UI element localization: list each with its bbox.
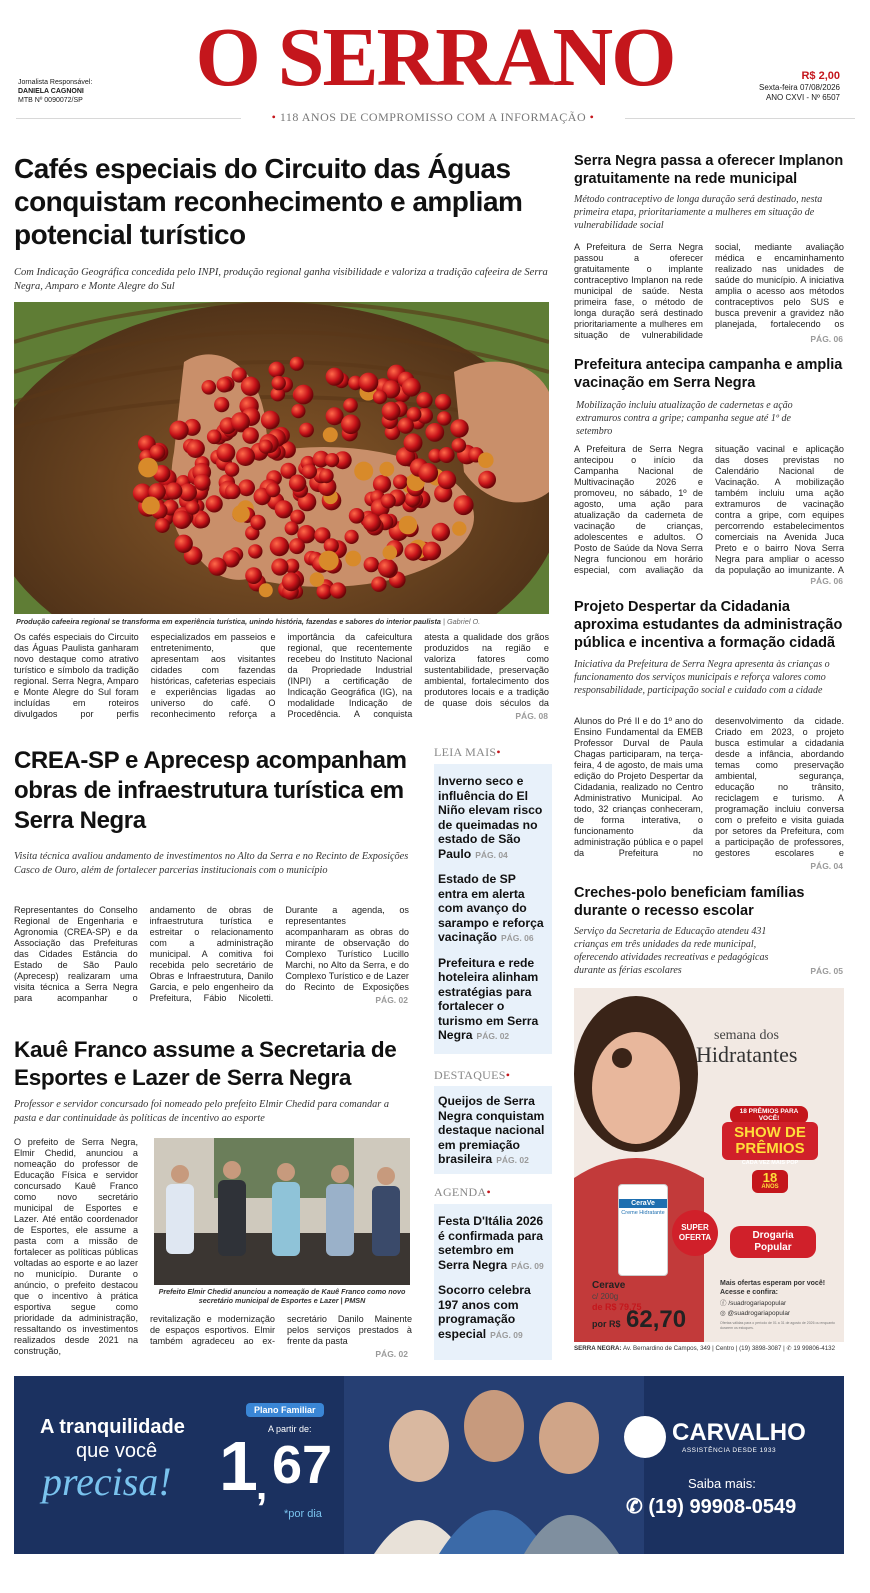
drogaria-logo: Drogaria Popular <box>730 1226 816 1258</box>
coffee-cherry <box>248 544 262 558</box>
sidebar-item-leia_mais-2[interactable] <box>434 956 552 1044</box>
kaue-headline[interactable]: Kauê Franco assume a Secretaria de Esportes e Lazer de Serra Negra <box>14 1037 397 1090</box>
coffee-cherry <box>290 357 304 371</box>
coffee-cherry <box>437 411 451 425</box>
crea-page-ref[interactable]: PÁG. 02 <box>375 995 408 1005</box>
drogaria-ad[interactable] <box>574 988 844 1342</box>
officials-group-illustration <box>154 1138 410 1285</box>
despertar-subtitle: Iniciativa da Prefeitura de Serra Negra apresenta às crianças o funcionamento dos serviços municipais e reforça valores como responsabilidade, participação social e cuidado com a cidade <box>574 659 830 696</box>
implanon-subtitle: Método contraceptivo de longa duração será destinado, nesta primeira etapa, prioritariamente a mulheres em situação de vulnerabilidade social <box>574 194 823 231</box>
coffee-cherry <box>438 471 457 490</box>
coffee-cherry <box>285 521 299 535</box>
coffee-cherry <box>345 530 359 544</box>
coffee-cherry <box>236 447 255 466</box>
kaue-photo-caption: Prefeito Elmir Chedid anunciou a nomeação de Kauê Franco como novo secretário municipal de Esportes e Lazer | PMSN <box>158 1287 406 1305</box>
coffee-cherry <box>259 440 273 454</box>
crea-subtitle: Visita técnica avaliou andamento de investimentos no Alto da Serra e no Recinto de Exposições Casco de Ouro, além de fortalecer parcerias institucionais com o município <box>14 851 409 876</box>
carvalho-brand-sub: ASSISTÊNCIA DESDE 1933 <box>682 1447 777 1454</box>
coffee-cherry <box>364 557 379 572</box>
plan-badge: Plano Familiar <box>246 1403 324 1417</box>
coffee-cherry <box>349 508 365 524</box>
coffee-cherry <box>270 537 289 556</box>
carvalho-ad[interactable] <box>14 1376 844 1554</box>
carvalho-phone[interactable]: ✆ (19) 99908-0549 <box>626 1496 797 1518</box>
newspaper-logo: O SERRANO <box>195 11 675 104</box>
coffee-cherry <box>206 495 223 512</box>
coffee-cherry <box>454 495 474 515</box>
coffee-cherry <box>225 462 240 477</box>
kaue-body-continued: revitalização e modernização de espaços esportivos. Elmir também agradeceu ao ex-secretário Danilo Mainente pelos serviços prestados à frente da pasta <box>150 1314 412 1346</box>
vacina-subtitle: Mobilização incluiu atualização de cadernetas e ação extramuros contra a gripe; campanha segue até 1º de setembro <box>576 400 793 437</box>
coffee-cherry <box>363 514 381 532</box>
coffee-cherry <box>425 423 444 442</box>
coffee-cherry <box>416 392 432 408</box>
coffee-cherry <box>208 557 226 575</box>
agenda-box <box>434 1204 552 1360</box>
coffee-cherry <box>242 427 259 444</box>
coffee-cherry <box>138 458 158 478</box>
coffee-cherry <box>142 497 160 515</box>
coffee-cherry <box>478 471 496 489</box>
coffee-cherry <box>169 421 188 440</box>
coffee-cherry <box>345 551 361 567</box>
coffee-cherry <box>404 543 422 561</box>
tagline: • 118 ANOS DE COMPROMISSO COM A INFORMAÇÃO • <box>271 110 595 124</box>
coffee-cherry <box>383 545 398 560</box>
per-day: *por dia <box>284 1508 322 1520</box>
coffee-cherry <box>371 577 386 592</box>
coffee-cherry <box>432 523 450 541</box>
facebook-link[interactable]: ⓕ /suadrogariapopular <box>720 1300 787 1307</box>
coffee-cherry <box>343 398 358 413</box>
coffee-cherry <box>175 535 193 553</box>
vacina-body: A Prefeitura de Serra Negra antecipou o início da Campanha Nacional de Multivacinação 2026 e promoveu, no sábado, 1º de agosto, uma ação para atualização da caderneta de vacinação de crianças, adolescentes e adultos. O Posto de Saúde da Nova Serra Negra funcionou em horário especial, com avaliação da situação vacinal e aplicação das doses previstas no Calendário Nacional de Vacinação. A mobilização também incluiu uma ação extramuros de vacinação contra a gripe, com equipes percorrendo estabelecimentos comerciais na Avenida Juca Preto e o bairro Nova Serra Negra para ampliar o acesso da população ao imunizante. A <box>574 444 844 575</box>
coffee-cherry <box>359 373 379 393</box>
lead-headline[interactable]: Cafés especiais do Circuito das Águas conquistam reconhecimento e ampliam potencial turístico <box>14 153 523 250</box>
carvalho-brand: CARVALHO <box>672 1419 806 1446</box>
sidebar-item-page-ref: PÁG. 09 <box>511 1260 544 1271</box>
coffee-cherry <box>452 521 466 535</box>
coffee-cherry <box>238 479 255 496</box>
coffee-cherry <box>289 538 305 554</box>
sidebar-item-leia_mais-0[interactable] <box>434 774 552 862</box>
coffee-cherry <box>250 515 265 530</box>
product-size: c/ 200g <box>592 1292 619 1301</box>
coffee-cherry <box>325 453 339 467</box>
coffee-cherry <box>341 415 361 435</box>
sidebar-item-text: Queijos de Serra Negra conquistam destaque nacional em premiação brasileira <box>438 1094 545 1166</box>
ad-badge-sub: CADA VEZ MAIS POP <box>741 1160 799 1166</box>
lead-photo-coffee <box>14 302 549 614</box>
edition-info <box>759 70 840 103</box>
tagline-rule-left <box>16 118 241 119</box>
coffee-cherry <box>478 452 494 468</box>
whatsapp-icon: ✆ <box>626 1496 649 1518</box>
implanon-headline[interactable]: Serra Negra passa a oferecer Implanon gratuitamente na rede municipal <box>574 153 844 187</box>
price-from: A partir de: <box>268 1424 312 1434</box>
drogaria-address: SERRA NEGRA: Av. Bernardino de Campos, 349 | Centro | (19) 3898-3087 | ✆ 19 99806-4132 <box>574 1345 836 1352</box>
coffee-cherry <box>323 427 338 442</box>
coffee-cherry <box>271 558 288 575</box>
ad-line-1: A tranquilidade <box>40 1416 185 1438</box>
edition-number: ANO CXVI - Nº 6507 <box>765 93 840 102</box>
price-prefix: por R$ <box>592 1319 621 1329</box>
ad-title-big: Hidratantes <box>696 1042 798 1067</box>
destaques-label: DESTAQUES• <box>434 1068 511 1082</box>
despertar-headline[interactable]: Projeto Despertar da Cidadania aproxima estudantes da administração pública e incentiva a formação cidadã <box>574 599 843 651</box>
coffee-cherry <box>186 439 205 458</box>
coffee-cherry <box>150 444 166 460</box>
saiba-mais: Saiba mais: <box>688 1476 756 1491</box>
ad-title-small: semana dos <box>714 1028 779 1043</box>
coffee-cherry <box>404 433 423 452</box>
edition-date: Sexta-feira 07/08/2026 <box>759 83 840 92</box>
sidebar-item-page-ref: PÁG. 06 <box>500 933 534 943</box>
journalist-mtb: MTB Nº 0090072/SP <box>18 97 83 104</box>
kaue-body: O prefeito de Serra Negra, Elmir Chedid, anunciou a nomeação do professor de Educação Física e servidor concursado Kauê Franco como novo secretário municipal de Esportes e Lazer. Até então coordenador de Esportes, ele assume a pasta com a missão de fortalecer as políticas públicas voltadas ao esporte e ao lazer no município. Durante o anúncio, o prefeito destacou que o incentivo à prática esportiva segue como prioridade da administração, ressaltando os investimentos realizados desde 2021 na construção, <box>14 1137 138 1356</box>
coffee-cherry <box>214 397 229 412</box>
sidebar-item-page-ref: PÁG. 02 <box>496 1155 529 1165</box>
price-comma: , <box>256 1464 268 1508</box>
sidebar-item-destaques-0[interactable] <box>434 1094 552 1168</box>
sidebar-item-text: Socorro celebra 197 anos com programação especial <box>438 1283 531 1341</box>
coffee-cherry <box>291 404 305 418</box>
coffee-cherry <box>194 474 211 491</box>
coffee-cherry <box>330 582 346 598</box>
coffee-cherry <box>294 385 314 405</box>
coffee-cherry <box>289 475 306 492</box>
coffee-cherry <box>435 394 451 410</box>
journalist-name: DANIELA CAGNONI <box>18 88 84 95</box>
coffee-cherry <box>399 516 418 535</box>
destaques-box <box>434 1086 552 1174</box>
sale-price: 62,70 <box>626 1306 687 1333</box>
lead-subtitle: Com Indicação Geográfica concedida pelo INPI, produção regional ganha visibilidade e valoriza a tradição cafeeira de Serra Negra, Amparo e Monte Alegre do Sul <box>14 267 548 292</box>
tagline-rule-right <box>625 118 855 119</box>
ad-badge-years: 18 ANOS <box>752 1170 788 1193</box>
coffee-cherry <box>439 447 455 463</box>
lead-photo-caption: Produção cafeeira regional se transforma em experiência turística, unindo história, fazendas e sabores do interior paulista | Gabriel O. <box>16 617 481 626</box>
coffee-cherry <box>217 377 232 392</box>
sidebar-item-page-ref: PÁG. 04 <box>475 849 508 860</box>
sidebar-item-text: Prefeitura e rede hoteleira alinham estratégias para fortalecer o turismo em Serra Negra <box>438 955 539 1042</box>
coffee-cherry <box>173 510 192 529</box>
sidebar-item-text: Inverno seco e influência do El Niño elevam risco de queimadas no estado de São Paulo <box>438 774 543 861</box>
coffee-cherry <box>422 542 441 561</box>
coffee-cherry <box>272 376 286 390</box>
coffee-cherry <box>302 464 317 479</box>
coffee-cherry <box>299 423 314 438</box>
coffee-cherry <box>275 500 293 518</box>
price: R$ 2,00 <box>801 70 840 82</box>
ad-line-3: precisa! <box>42 1459 172 1504</box>
coffee-cherry <box>398 418 414 434</box>
implanon-body: A Prefeitura de Serra Negra passou a oferecer gratuitamente o implante contraceptivo Implanon na rede municipal de saúde. Nesta primeira fase, o método de longa duração será destinado prioritariamente a mulheres em situação de vulnerabilidade social, mediante avaliação médica e encaminhamento realizado nas unidades de saúde do município. A iniciativa amplia o acesso aos métodos contraceptivos pelo SUS e busca prevenir a gravidez não planejada, fortalecendo os <box>574 242 844 340</box>
coffee-cherry <box>393 475 408 490</box>
whatsapp-icon: ✆ <box>786 1345 792 1352</box>
leia-mais-box <box>434 764 552 1054</box>
sidebar-item-page-ref: PÁG. 09 <box>490 1329 523 1340</box>
price-integer: 1 <box>219 1427 258 1505</box>
coffee-cherry <box>232 505 250 523</box>
coffee-cherry <box>217 443 236 462</box>
coffee-cherry <box>319 551 339 571</box>
agenda-label: AGENDA• <box>434 1185 491 1199</box>
instagram-link[interactable]: ◎ @suadrogariapopular <box>720 1310 791 1317</box>
coffee-cherry <box>266 483 281 498</box>
coffee-cherry <box>326 407 344 425</box>
coffee-cherry <box>379 462 394 477</box>
creches-headline[interactable]: Creches-polo beneficiam famílias durante o recesso escolar <box>574 885 805 919</box>
creches-page-ref[interactable]: PÁG. 05 <box>810 966 843 976</box>
despertar-page-ref[interactable]: PÁG. 04 <box>810 861 843 871</box>
coffee-cherry <box>373 390 387 404</box>
coffee-cherry <box>452 438 467 453</box>
sidebar-item-agenda-0[interactable] <box>434 1214 552 1273</box>
coffee-cherry <box>195 513 210 528</box>
kaue-subtitle: Professor e servidor concursado foi nomeado pelo prefeito Elmir Chedid para comandar a pasta e dar continuidade às políticas de incentivo ao esporte <box>14 1099 390 1124</box>
sidebar-item-text: Estado de SP entra em alerta com avanço do sarampo e reforça vacinação <box>438 872 544 944</box>
lead-body: Os cafés especiais do Circuito das Águas Paulista ganharam novo destaque como atrativo turístico e símbolo da tradição regional. Serra Negra, Amparo e Monte Alegre do Sul foram incluídas em roteiros divulgados por perfis especializados em passeios e entretenimento, que apresentam aos visitantes cidades com fazendas históricas, cafeterias especiais e experiências ligadas ao universo do café. O reconhecimento reforça a importância da cafeicultura regional, que recentemente recebeu do Instituto Nacional da Propriedade Industrial (INPI) a certificação de Indicação Geográfica (IG), na modalidade Indicação de Procedência. A conquista atesta a qualidade dos grãos produzidos na região e valoriza fatores como sustentabilidade, preservação ambiental, fortalecimento dos produtores locais e a tradição de quase dois séculos da <box>14 632 549 719</box>
coffee-cherry <box>382 402 401 421</box>
coffee-cherry <box>202 380 217 395</box>
coffee-cherry <box>354 462 373 481</box>
price-decimal: 67 <box>272 1435 333 1495</box>
ad-badge-show: SHOW DE PRÊMIOS <box>722 1122 818 1160</box>
product-name: Cerave <box>592 1280 626 1291</box>
coffee-cherry <box>225 484 240 499</box>
creches-subtitle: Serviço da Secretaria de Educação atendeu 431 crianças em três unidades da rede municipal, oferecendo atividades recreativas e pedagógicas durante as férias escolares <box>574 926 769 976</box>
coffee-cherry <box>310 572 325 587</box>
coffee-cherry <box>319 469 334 484</box>
journalist-label: Jornalista Responsável: <box>18 79 93 86</box>
kaue-photo <box>154 1138 410 1285</box>
coffee-cherry <box>326 368 344 386</box>
coffee-cherry <box>402 378 421 397</box>
coffee-cherry <box>165 482 182 499</box>
coffee-cherry <box>378 559 397 578</box>
coffee-cherry <box>418 463 438 483</box>
super-oferta-badge: SUPER OFERTA <box>672 1210 718 1256</box>
ad-line-2: que você <box>76 1440 158 1462</box>
despertar-body: Alunos do Pré II e do 1º ano do Ensino Fundamental da EMEB Professor Durval de Paula Chagas participaram, na terça-feira, 4 de agosto, de mais uma edição do Projeto Despertar da Cidadania, realizado no Centro Administrativo Municipal. Ao todo, 32 crianças conheceram, de forma interativa, o funcionamento da administração pública e o papel da Prefeitura no desenvolvimento da cidade. Criado em 2023, o projeto busca estimular a cidadania desde a infância, abordando temas como preservação ambiental, segurança, educação no trânsito, reciclagem e turismo. A programação incluiu conversa com o prefeito e visita guiada por setores da Prefeitura, com a participação de professores, gestores escolares e <box>574 716 844 858</box>
sidebar-item-page-ref: PÁG. 02 <box>476 1031 510 1041</box>
lead-page-ref[interactable]: PÁG. 08 <box>515 711 548 721</box>
ad-fineprint: Ofertas válidas para o período de 01 a 31 de agosto de 2026 ou enquanto durarem os estoques. <box>720 1321 836 1330</box>
coffee-cherry <box>282 572 301 591</box>
ad-more-offers: Mais ofertas esperam por você! Acesse e confira: <box>720 1280 826 1296</box>
family-illustration <box>344 1376 644 1554</box>
sidebar-item-agenda-1[interactable] <box>434 1283 552 1342</box>
sidebar-item-text: Festa D'Itália 2026 é confirmada para setembro em Serra Negra <box>438 1214 544 1272</box>
crea-body: Representantes do Conselho Regional de Engenharia e Agronomia (CREA-SP) e da Associação das Prefeituras das Cidades Estância do Estado de São Paulo (Aprecesp) realizaram uma visita técnica a Serra Negra para acompanhar o andamento de obras de infraestrutura turística e estreitar o relacionamento com a administração municipal. A comitiva foi recebida pelo secretário de Obras e Infraestrutura, Danilo Garcia, e pelo engenheiro da Prefeitura, Fábio Nicoletti. Durante a agenda, os representantes acompanharam as obras do mirante de observação do Complexo Turístico Lucillo Marchi, no Alto da Serra, e do Complexo Turístico e de Lazer do Recinto de Exposições <box>14 905 409 1003</box>
coffee-cherry <box>245 567 262 584</box>
implanon-page-ref[interactable]: PÁG. 06 <box>810 334 843 344</box>
leia-mais-label: LEIA MAIS• <box>434 745 501 759</box>
coffee-cherry <box>450 419 468 437</box>
crea-headline[interactable]: CREA-SP e Aprecesp acompanham obras de infraestrutura turística em Serra Negra <box>14 747 407 834</box>
vacina-headline[interactable]: Prefeitura antecipa campanha e amplia vacinação em Serra Negra <box>574 357 843 391</box>
coffee-basket-illustration <box>14 302 549 614</box>
carvalho-logo-icon <box>624 1416 666 1458</box>
ad-badge-top: 18 PRÊMIOS PARA VOCÊ! <box>730 1106 808 1124</box>
product-jar: CeraVe Creme Hidratante <box>618 1184 668 1276</box>
kaue-page-ref[interactable]: PÁG. 02 <box>375 1349 408 1359</box>
coffee-cherry <box>381 494 396 509</box>
coffee-cherry <box>207 430 222 445</box>
old-price: de R$ 79,75 <box>592 1302 642 1312</box>
coffee-cherry <box>261 411 280 430</box>
coffee-cherry <box>241 377 260 396</box>
vacina-page-ref[interactable]: PÁG. 06 <box>810 576 843 586</box>
coffee-cherry <box>269 362 285 378</box>
coffee-cherry <box>259 583 273 597</box>
sidebar-item-leia_mais-1[interactable] <box>434 872 552 946</box>
coffee-cherry <box>155 518 170 533</box>
